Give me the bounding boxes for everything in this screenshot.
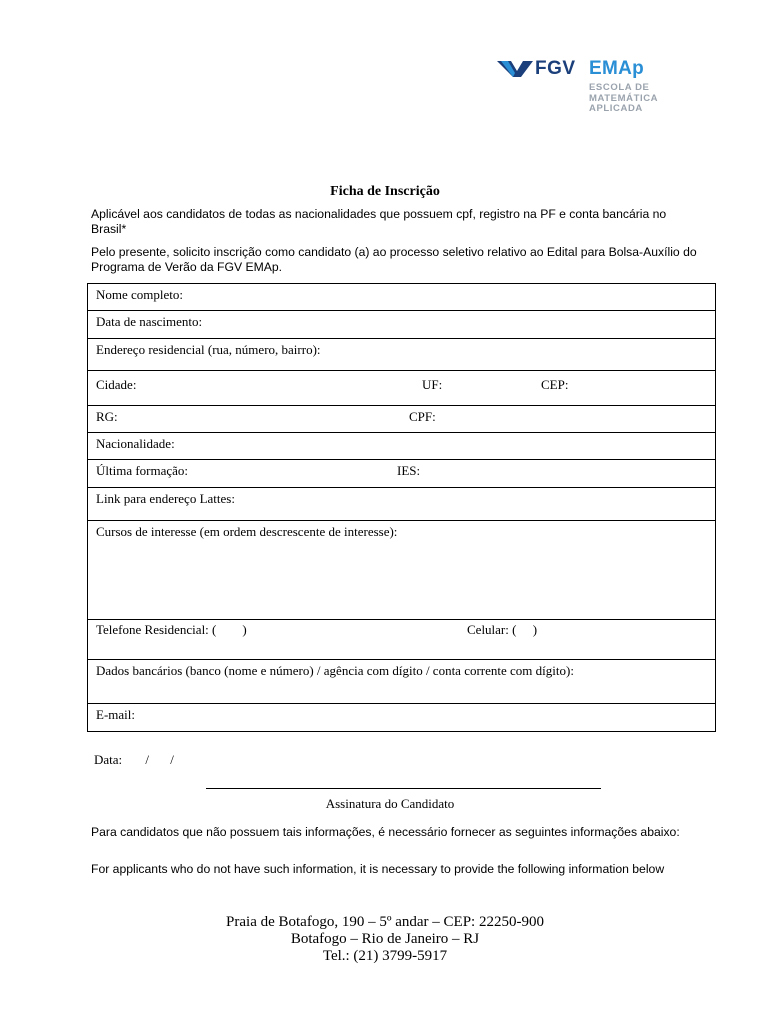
birth-date-field[interactable] [88, 311, 715, 339]
address-label: Endereço residencial (rua, número, bairro): [96, 342, 321, 357]
email-label: E-mail: [96, 707, 135, 722]
logo-emap-text: EMAp [589, 58, 645, 79]
registration-form [87, 283, 716, 732]
note-portuguese: Para candidatos que não possuem tais informações, é necessário fornecer as seguintes informações abaixo: [91, 825, 680, 839]
page-title: Ficha de Inscrição [330, 184, 440, 199]
courses-label: Cursos de interesse (em ordem descrescente de interesse): [96, 524, 398, 539]
education-label[interactable]: Última formação: [96, 463, 189, 478]
request-text: Pelo presente, solicito inscrição como candidato (a) ao processo seletivo relativo ao Edital para Bolsa-Auxílio do Programa de Verão da FGV EMAp. [91, 245, 697, 274]
footer-line: Tel.: (21) 3799-5917 [322, 948, 448, 964]
date-field[interactable] [94, 752, 174, 768]
lattes-label: Link para endereço Lattes: [96, 491, 235, 506]
mobile-label[interactable]: Celular: ( ) [467, 622, 538, 637]
logo-subtitle [589, 83, 658, 115]
address-field[interactable] [88, 339, 715, 371]
logo-subtitle-line: ESCOLA DE [589, 82, 650, 93]
nationality-field[interactable] [88, 433, 715, 460]
zip-label[interactable]: CEP: [541, 377, 569, 392]
home-phone-label[interactable]: Telefone Residencial: ( ) [96, 622, 247, 637]
nationality-label: Nacionalidade: [96, 436, 175, 451]
date-separator: / [145, 752, 150, 767]
bank-field[interactable] [88, 660, 715, 704]
footer-line: Praia de Botafogo, 190 – 5º andar – CEP: 22250-900 [226, 914, 544, 930]
footer-address [0, 914, 770, 965]
birth-date-label: Data de nascimento: [96, 314, 203, 329]
fgv-emap-logo [497, 58, 677, 120]
date-label: Data: [94, 752, 123, 767]
signature-label: Assinatura do Candidato [325, 796, 455, 811]
note-english: For applicants who do not have such information, it is necessary to provide the following information below [91, 862, 665, 876]
email-field[interactable] [88, 704, 715, 732]
applicability-text: Aplicável aos candidatos de todas as nacionalidades que possuem cpf, registro na PF e conta bancária no Brasil* [91, 207, 667, 236]
date-separator: / [170, 752, 174, 767]
phones-row [88, 620, 715, 660]
documents-row [88, 406, 715, 433]
lattes-field[interactable] [88, 488, 715, 521]
city-label[interactable]: Cidade: [96, 377, 137, 392]
rg-label[interactable]: RG: [96, 409, 118, 424]
logo-subtitle-line: MATEMÁTICA [589, 92, 659, 104]
logo-subtitle-line: APLICADA [589, 103, 643, 114]
cpf-label[interactable]: CPF: [409, 409, 436, 424]
full-name-field[interactable] [88, 284, 715, 311]
full-name-label: Nome completo: [96, 287, 184, 302]
state-label[interactable]: UF: [422, 377, 443, 392]
signature-line[interactable] [206, 788, 601, 789]
education-row [88, 460, 715, 488]
logo-fgv-text: FGV [535, 58, 576, 79]
bank-label: Dados bancários (banco (nome e número) / agência com dígito / conta corrente com dígito): [96, 663, 574, 678]
city-row [88, 371, 715, 406]
footer-line: Botafogo – Rio de Janeiro – RJ [290, 931, 480, 947]
courses-field[interactable] [88, 521, 715, 620]
fgv-logo-mark-icon [497, 61, 533, 77]
ies-label[interactable]: IES: [397, 463, 421, 478]
